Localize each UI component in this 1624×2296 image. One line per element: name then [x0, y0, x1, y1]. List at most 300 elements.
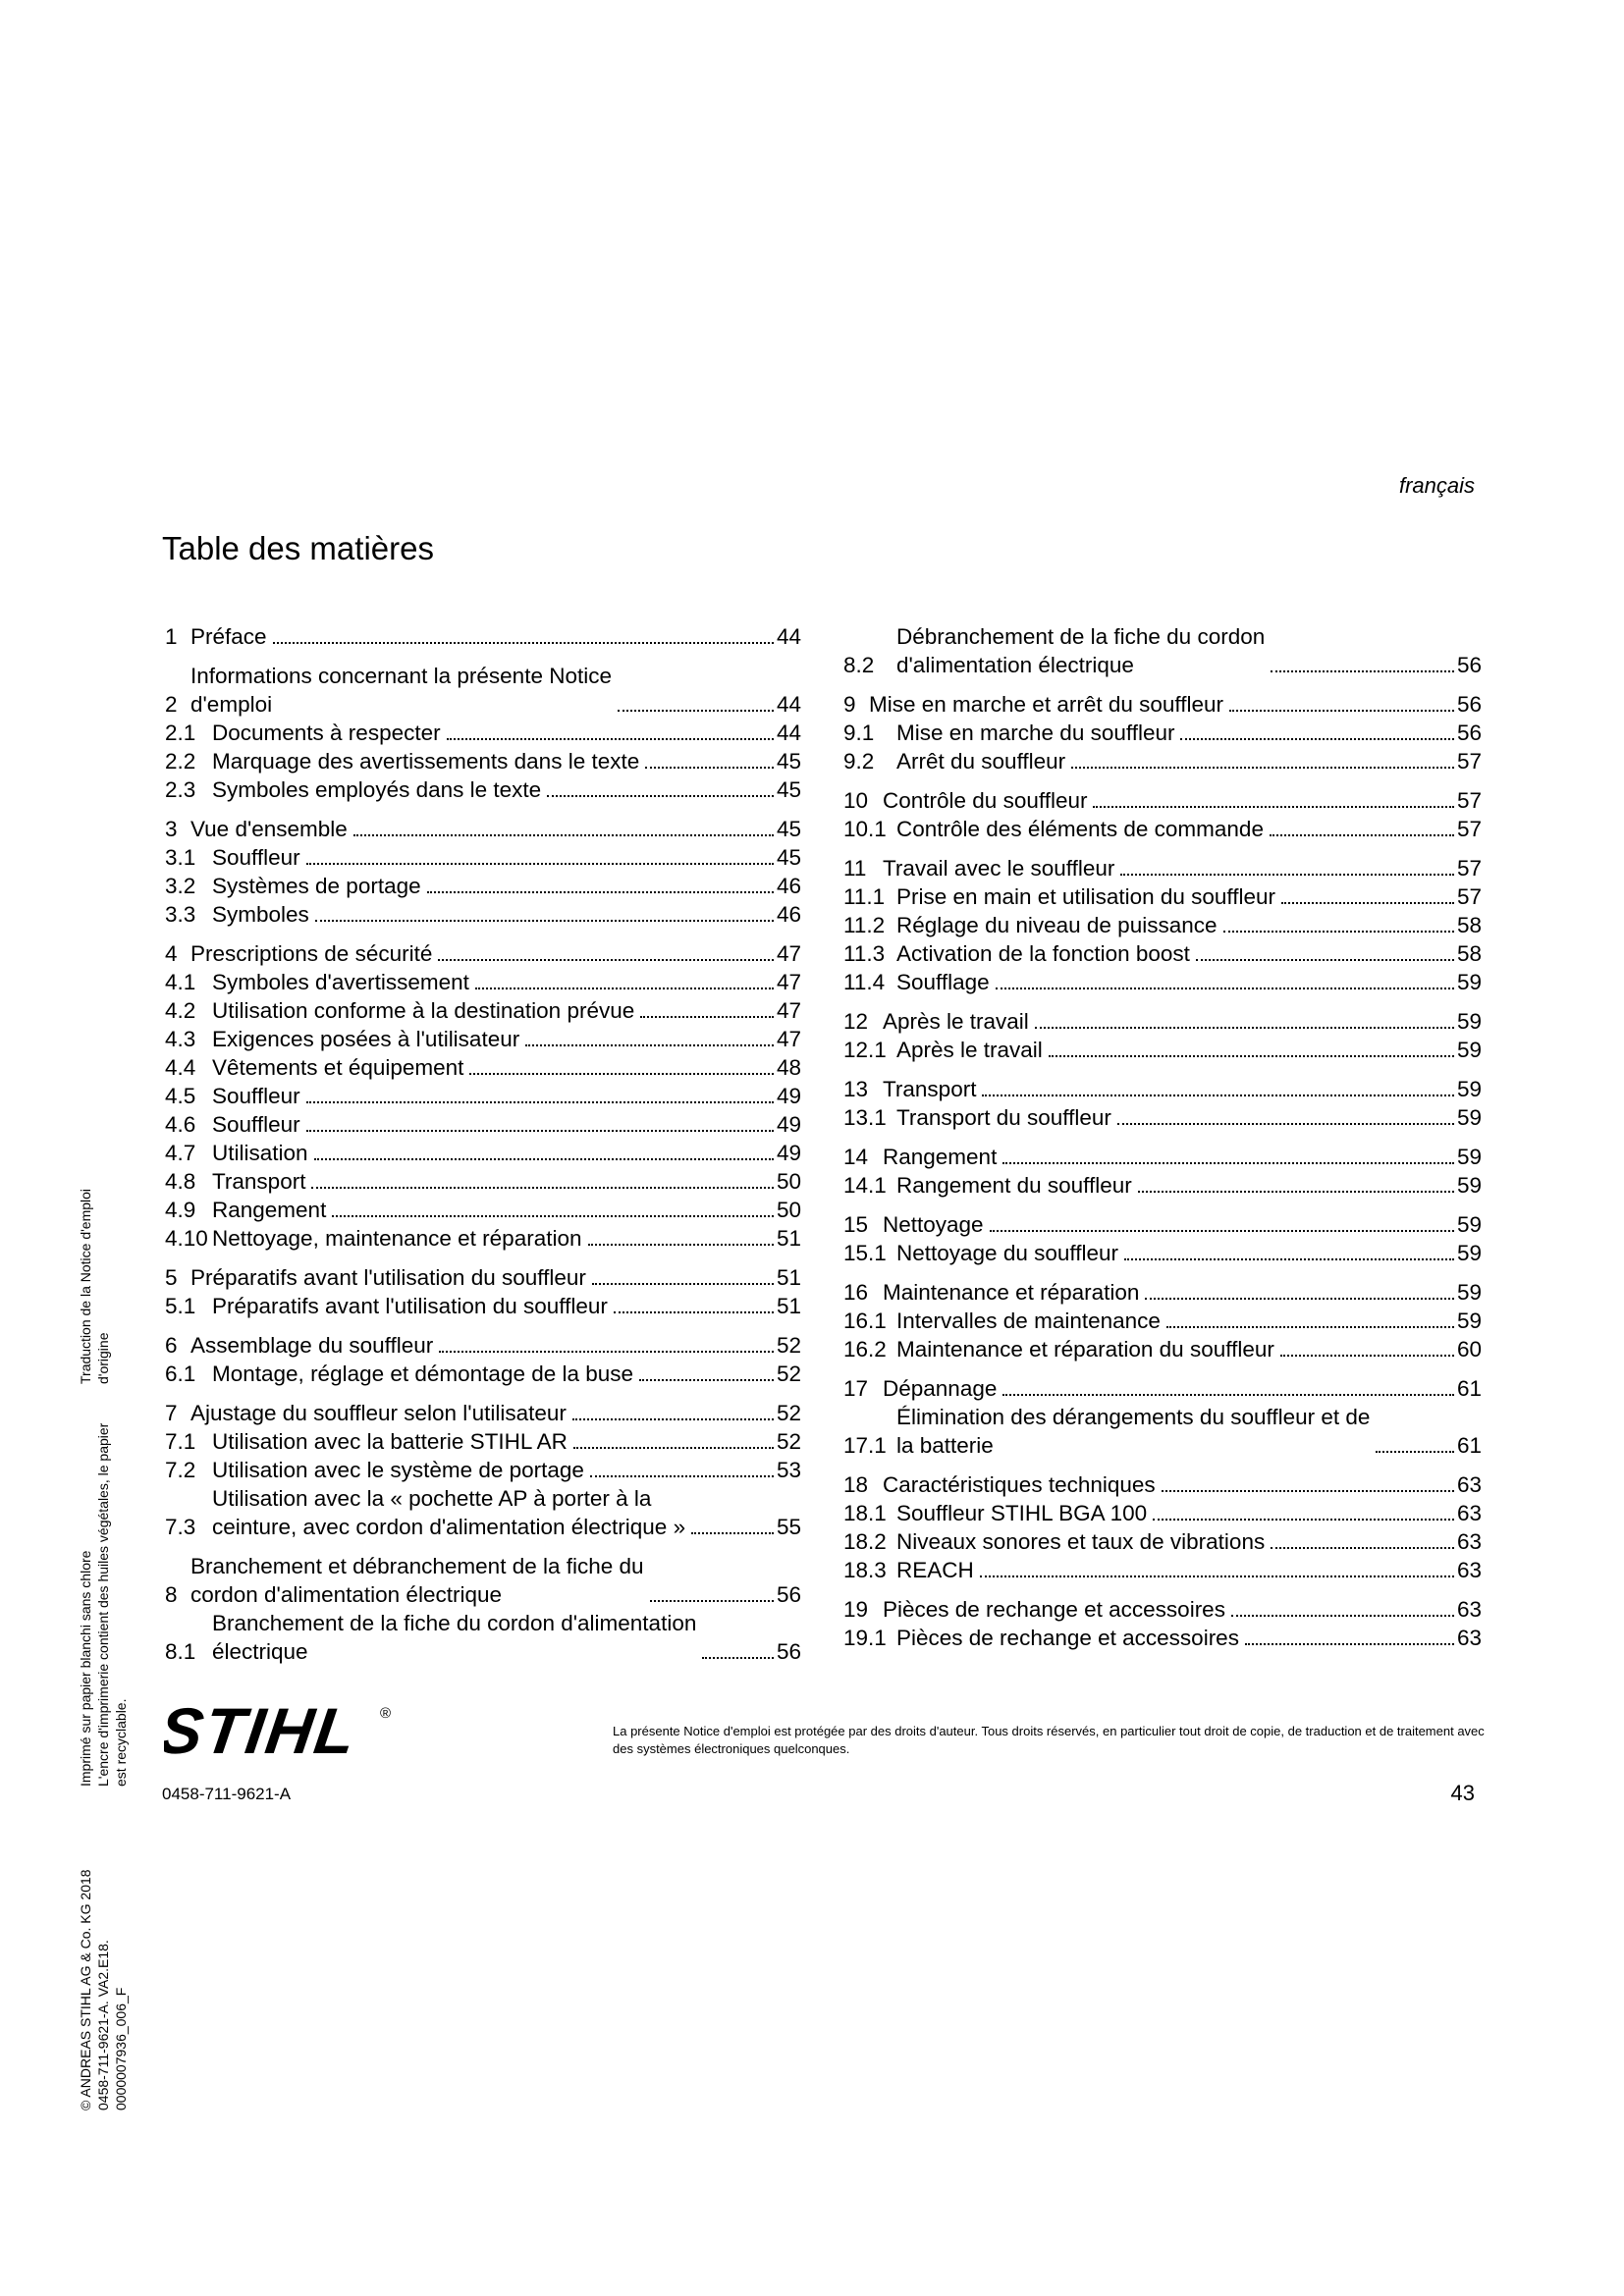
page-ref: 59 [1456, 1105, 1482, 1130]
toc-section-row [843, 911, 1482, 939]
page-ref: 47 [776, 998, 801, 1023]
page-ref: 63 [1456, 1626, 1482, 1650]
dot-leader [590, 1475, 774, 1477]
toc-chapter [165, 622, 801, 651]
toc-section-row [165, 1292, 801, 1320]
toc-section-row [165, 1224, 801, 1253]
chapter-number: 10 [843, 788, 869, 813]
toc-chapter [843, 1143, 1482, 1200]
stihl-logo [164, 1700, 400, 1766]
toc-section-row [165, 1484, 801, 1541]
dot-leader [1231, 1615, 1454, 1617]
section-title: Mise en marche du souffleur [896, 721, 1175, 745]
section-title: Souffleur [212, 1112, 300, 1137]
section-title: Nettoyage du souffleur [896, 1241, 1118, 1265]
dot-leader [982, 1095, 1454, 1096]
section-title: Utilisation conforme à la destination prévue [212, 998, 635, 1023]
chapter-number: 12 [843, 1009, 869, 1034]
section-title: Soufflage [896, 970, 990, 994]
toc-section-row [843, 622, 1482, 679]
toc-section-row [843, 1239, 1482, 1267]
toc-section-row [843, 719, 1482, 747]
toc-section-row [843, 939, 1482, 968]
page-ref: 44 [776, 692, 801, 717]
chapter-title: Ajustage du souffleur selon l'utilisateur [190, 1401, 567, 1425]
page-ref: 61 [1456, 1433, 1482, 1458]
toc-chapter-row [843, 690, 1482, 719]
page-ref: 56 [1456, 692, 1482, 717]
toc-section-row [165, 719, 801, 747]
section-number: 8.2 [843, 653, 875, 677]
section-title: Souffleur STIHL BGA 100 [896, 1501, 1148, 1525]
toc-section-row [843, 968, 1482, 996]
page-ref: 56 [776, 1639, 801, 1664]
section-title [212, 1609, 696, 1666]
section-title: Activation de la fonction boost [896, 941, 1190, 966]
page-ref: 56 [776, 1582, 801, 1607]
chapter-title: Préface [190, 624, 267, 649]
toc-chapter-row [843, 786, 1482, 815]
dot-leader [332, 1215, 774, 1217]
section-number: 16.1 [843, 1308, 887, 1333]
section-number: 14.1 [843, 1173, 887, 1198]
page-ref: 48 [776, 1055, 801, 1080]
section-number: 9.1 [843, 721, 875, 745]
dot-leader [1093, 806, 1454, 808]
section-number: 4.5 [165, 1084, 196, 1108]
svg-text:®: ® [380, 1705, 392, 1722]
toc-chapter [843, 1007, 1482, 1064]
page-ref: 59 [1456, 1009, 1482, 1034]
dot-leader [1280, 1355, 1454, 1357]
dot-leader [1153, 1519, 1454, 1521]
page-ref: 52 [776, 1362, 801, 1386]
toc-section-row [843, 1624, 1482, 1652]
chapter-number: 18 [843, 1472, 869, 1497]
dot-leader [469, 1073, 774, 1075]
page-ref: 45 [776, 749, 801, 774]
toc-section-row [165, 1167, 801, 1196]
dot-leader [618, 710, 774, 712]
section-title: Montage, réglage et démontage de la buse [212, 1362, 634, 1386]
toc-section-row [165, 1082, 801, 1110]
toc-section-row [165, 775, 801, 804]
dot-leader [427, 891, 774, 893]
toc-section-row [165, 1053, 801, 1082]
dot-leader [614, 1311, 774, 1313]
toc-section-row [165, 843, 801, 872]
section-title: Documents à respecter [212, 721, 441, 745]
toc-chapter [165, 1552, 801, 1666]
page-ref: 58 [1456, 941, 1482, 966]
page-ref: 58 [1456, 913, 1482, 937]
section-number: 4.7 [165, 1141, 196, 1165]
dot-leader [572, 1418, 774, 1420]
section-title: Utilisation avec le système de portage [212, 1458, 584, 1482]
dot-leader [547, 795, 774, 797]
chapter-number: 19 [843, 1597, 869, 1622]
section-title: Rangement du souffleur [896, 1173, 1132, 1198]
section-title: Exigences posées à l'utilisateur [212, 1027, 520, 1051]
section-number: 3.2 [165, 874, 196, 898]
chapter-title: Contrôle du souffleur [883, 788, 1088, 813]
title-line: Élimination des dérangements du souffleur et de [896, 1405, 1371, 1429]
toc-chapter-row [165, 622, 801, 651]
section-number: 4.3 [165, 1027, 196, 1051]
page-ref: 59 [1456, 1212, 1482, 1237]
toc-section-row [165, 1360, 801, 1388]
toc-chapter-row [843, 1210, 1482, 1239]
toc-section-row [165, 1609, 801, 1666]
dot-leader [1166, 1326, 1454, 1328]
page-ref: 52 [776, 1429, 801, 1454]
chapter-title: Nettoyage [883, 1212, 984, 1237]
toc-chapter-row [843, 1595, 1482, 1624]
dot-leader [306, 863, 774, 865]
section-number: 18.1 [843, 1501, 887, 1525]
chapter-title [190, 662, 612, 719]
toc-section-row [843, 1527, 1482, 1556]
chapter-title: Transport [883, 1077, 977, 1101]
page-ref: 50 [776, 1198, 801, 1222]
toc-section-row [843, 882, 1482, 911]
section-title: Niveaux sonores et taux de vibrations [896, 1529, 1266, 1554]
page-ref: 49 [776, 1084, 801, 1108]
chapter-title: Prescriptions de sécurité [190, 941, 433, 966]
page-ref: 59 [1456, 1145, 1482, 1169]
page-ref: 57 [1456, 788, 1482, 813]
chapter-title: Maintenance et réparation [883, 1280, 1140, 1305]
section-title: Intervalles de maintenance [896, 1308, 1161, 1333]
chapter-number: 8 [165, 1582, 178, 1607]
toc-section-row [165, 968, 801, 996]
chapter-title: Dépannage [883, 1376, 998, 1401]
section-title: Après le travail [896, 1038, 1043, 1062]
page-ref: 46 [776, 902, 801, 927]
toc-chapter-row [165, 1399, 801, 1427]
dot-leader [1145, 1298, 1454, 1300]
page-ref: 47 [776, 970, 801, 994]
dot-leader [1376, 1451, 1454, 1453]
page-ref: 59 [1456, 1280, 1482, 1305]
imprint-paper-note: Imprimé sur papier blanchi sans chlore L'encre d'imprimerie contient des huiles végétales, le papier est recyclable. [78, 1422, 129, 1787]
page-ref: 59 [1456, 1077, 1482, 1101]
toc-left-column [165, 622, 801, 1677]
page-ref: 47 [776, 941, 801, 966]
dot-leader [306, 1101, 774, 1103]
section-number: 2.1 [165, 721, 196, 745]
title-line: Branchement et débranchement de la fiche du [190, 1554, 644, 1578]
section-title: Symboles employés dans le texte [212, 777, 542, 802]
dot-leader [650, 1600, 774, 1602]
toc-section-row [843, 1335, 1482, 1363]
dot-leader [1049, 1055, 1454, 1057]
page-ref: 60 [1456, 1337, 1482, 1362]
dot-leader [1071, 767, 1454, 769]
dot-leader [315, 920, 774, 922]
section-number: 4.2 [165, 998, 196, 1023]
section-title: Maintenance et réparation du souffleur [896, 1337, 1274, 1362]
section-title: Symboles d'avertissement [212, 970, 469, 994]
page-title: Table des matières [162, 530, 434, 566]
chapter-title: Vue d'ensemble [190, 817, 348, 841]
page-ref: 63 [1456, 1472, 1482, 1497]
dot-leader [1180, 738, 1453, 740]
dot-leader [980, 1575, 1454, 1577]
section-title: Marquage des avertissements dans le texte [212, 749, 640, 774]
page-ref: 47 [776, 1027, 801, 1051]
toc-chapter [165, 1399, 801, 1541]
page-ref: 63 [1456, 1597, 1482, 1622]
toc-chapter [843, 854, 1482, 996]
page-ref: 59 [1456, 1038, 1482, 1062]
section-number: 18.2 [843, 1529, 887, 1554]
page-ref: 52 [776, 1333, 801, 1358]
chapter-number: 17 [843, 1376, 869, 1401]
section-number: 4.4 [165, 1055, 196, 1080]
toc-chapter [843, 1374, 1482, 1460]
chapter-title: Préparatifs avant l'utilisation du souffleur [190, 1265, 586, 1290]
svg-text:STIHL: STIHL [164, 1700, 362, 1761]
chapter-number: 9 [843, 692, 856, 717]
chapter-number: 15 [843, 1212, 869, 1237]
toc-chapter-row [165, 815, 801, 843]
page-ref: 45 [776, 817, 801, 841]
toc-section-row [165, 1427, 801, 1456]
section-number: 10.1 [843, 817, 887, 841]
dot-leader [1245, 1643, 1454, 1645]
page-ref: 57 [1456, 856, 1482, 881]
page-ref: 50 [776, 1169, 801, 1194]
page-number: 43 [1450, 1781, 1475, 1805]
toc-section-row [165, 1196, 801, 1224]
section-title [896, 622, 1265, 679]
section-number: 13.1 [843, 1105, 887, 1130]
section-title: Souffleur [212, 1084, 300, 1108]
section-title: REACH [896, 1558, 974, 1582]
toc-chapter-row [165, 1552, 801, 1609]
toc-section-row [165, 1139, 801, 1167]
toc-section-row [165, 747, 801, 775]
imprint-copyright: © ANDREAS STIHL AG & Co. KG 2018 0458-711-9621-A. VA2.E18. 0000007936_006_F [78, 1869, 129, 2110]
dot-leader [1117, 1123, 1454, 1125]
chapter-title: Assemblage du souffleur [190, 1333, 434, 1358]
page-ref: 59 [1456, 1308, 1482, 1333]
chapter-title: Caractéristiques techniques [883, 1472, 1156, 1497]
section-title [896, 1403, 1370, 1460]
title-line: cordon d'alimentation électrique [190, 1582, 502, 1607]
chapter-number: 3 [165, 817, 178, 841]
section-title: Arrêt du souffleur [896, 749, 1066, 774]
toc-chapter [165, 1331, 801, 1388]
toc-chapter-row [843, 1374, 1482, 1403]
page-ref: 45 [776, 845, 801, 870]
section-title: Préparatifs avant l'utilisation du souffleur [212, 1294, 608, 1318]
section-title: Utilisation [212, 1141, 308, 1165]
dot-leader [475, 988, 774, 989]
page-ref: 63 [1456, 1558, 1482, 1582]
toc-section-row [843, 1556, 1482, 1584]
toc-section-row [843, 1103, 1482, 1132]
chapter-title: Pièces de rechange et accessoires [883, 1597, 1225, 1622]
dot-leader [573, 1447, 774, 1449]
section-number: 4.10 [165, 1226, 208, 1251]
chapter-number: 13 [843, 1077, 869, 1101]
toc-chapter-row [165, 939, 801, 968]
section-number: 4.8 [165, 1169, 196, 1194]
section-title: Prise en main et utilisation du souffleur [896, 884, 1276, 909]
chapter-number: 6 [165, 1333, 178, 1358]
section-title: Vêtements et équipement [212, 1055, 464, 1080]
toc-chapter [165, 662, 801, 804]
dot-leader [306, 1130, 774, 1132]
page-ref: 59 [1456, 970, 1482, 994]
dot-leader [702, 1657, 774, 1659]
section-number: 16.2 [843, 1337, 887, 1362]
section-number: 12.1 [843, 1038, 887, 1062]
dot-leader [311, 1187, 774, 1189]
dot-leader [592, 1283, 774, 1285]
section-number: 8.1 [165, 1639, 196, 1664]
chapter-number: 16 [843, 1280, 869, 1305]
dot-leader [1229, 710, 1454, 712]
title-line: Informations concernant la présente Notice [190, 664, 612, 688]
section-title [212, 1484, 685, 1541]
chapter-title: Après le travail [883, 1009, 1029, 1034]
dot-leader [645, 767, 774, 769]
dot-leader [273, 642, 774, 644]
dot-leader [1120, 874, 1454, 876]
toc-section-row [843, 1307, 1482, 1335]
section-title: Pièces de rechange et accessoires [896, 1626, 1239, 1650]
title-line: Branchement de la fiche du cordon d'alimentation [212, 1611, 697, 1635]
toc-section-row [165, 1456, 801, 1484]
imprint-translation-note: Traduction de la Notice d'emploi d'origine [78, 1188, 111, 1384]
toc-chapter [843, 1470, 1482, 1584]
language-label: français [1398, 473, 1475, 498]
page-ref: 44 [776, 624, 801, 649]
page-ref: 45 [776, 777, 801, 802]
chapter-number: 7 [165, 1401, 178, 1425]
page-ref: 61 [1456, 1376, 1482, 1401]
copyright-notice: La présente Notice d'emploi est protégée par des droits d'auteur. Tous droits réservés, en particulier tout droit de copie, de traduction et de traitement avec des systèmes électroniques quelconques. [613, 1724, 1485, 1756]
section-number: 3.3 [165, 902, 196, 927]
section-title: Utilisation avec la batterie STIHL AR [212, 1429, 568, 1454]
title-line: électrique [212, 1639, 308, 1664]
section-number: 11.2 [843, 913, 886, 937]
section-title: Contrôle des éléments de commande [896, 817, 1264, 841]
section-number: 17.1 [843, 1433, 887, 1458]
dot-leader [1138, 1191, 1454, 1193]
dot-leader [1270, 834, 1454, 836]
toc-chapter-row [843, 854, 1482, 882]
toc-chapter [843, 1075, 1482, 1132]
dot-leader [525, 1044, 774, 1046]
page-ref: 57 [1456, 817, 1482, 841]
toc-section-row [843, 1499, 1482, 1527]
toc-chapter [165, 939, 801, 1253]
section-number: 5.1 [165, 1294, 196, 1318]
page-ref: 52 [776, 1401, 801, 1425]
title-line: Utilisation avec la « pochette AP à porter à la [212, 1486, 652, 1511]
dot-leader [640, 1016, 774, 1018]
toc-section-row [843, 747, 1482, 775]
page-ref: 56 [1456, 721, 1482, 745]
dot-leader [1271, 670, 1454, 672]
dot-leader [1035, 1027, 1454, 1029]
dot-leader [438, 959, 774, 961]
chapter-number: 1 [165, 624, 178, 649]
chapter-title: Travail avec le souffleur [883, 856, 1115, 881]
toc-chapter [843, 622, 1482, 679]
toc-section-row [165, 872, 801, 900]
chapter-title: Mise en marche et arrêt du souffleur [869, 692, 1224, 717]
toc-chapter [843, 690, 1482, 775]
page-ref: 46 [776, 874, 801, 898]
title-line: la batterie [896, 1433, 994, 1458]
toc-section-row [165, 996, 801, 1025]
page-ref: 59 [1456, 1241, 1482, 1265]
section-title: Souffleur [212, 845, 300, 870]
toc-chapter-row [165, 662, 801, 719]
section-title: Symboles [212, 902, 309, 927]
dot-leader [996, 988, 1454, 989]
toc-chapter-row [843, 1007, 1482, 1036]
toc-chapter-row [843, 1470, 1482, 1499]
toc-section-row [843, 1036, 1482, 1064]
toc-section-row [165, 900, 801, 929]
section-number: 4.6 [165, 1112, 196, 1137]
page-ref: 49 [776, 1112, 801, 1137]
toc-section-row [843, 1171, 1482, 1200]
section-title: Transport [212, 1169, 306, 1194]
toc-chapter [165, 815, 801, 929]
toc-section-row [843, 815, 1482, 843]
dot-leader [1124, 1258, 1454, 1260]
chapter-title: Rangement [883, 1145, 998, 1169]
chapter-number: 2 [165, 692, 178, 717]
toc-chapter [843, 786, 1482, 843]
section-number: 3.1 [165, 845, 196, 870]
section-title: Systèmes de portage [212, 874, 421, 898]
section-number: 18.3 [843, 1558, 887, 1582]
section-number: 2.3 [165, 777, 196, 802]
page-ref: 57 [1456, 884, 1482, 909]
dot-leader [1271, 1547, 1454, 1549]
page-ref: 56 [1456, 653, 1482, 677]
toc-chapter [843, 1595, 1482, 1652]
toc-chapter [843, 1278, 1482, 1363]
section-title: Rangement [212, 1198, 327, 1222]
section-number: 19.1 [843, 1626, 887, 1650]
dot-leader [1002, 1162, 1454, 1164]
toc-section-row [165, 1110, 801, 1139]
chapter-number: 5 [165, 1265, 178, 1290]
page-ref: 59 [1456, 1173, 1482, 1198]
section-number: 7.3 [165, 1515, 196, 1539]
dot-leader [314, 1158, 774, 1160]
section-title: Nettoyage, maintenance et réparation [212, 1226, 582, 1251]
page-ref: 51 [776, 1294, 801, 1318]
page-ref: 63 [1456, 1529, 1482, 1554]
dot-leader [353, 834, 774, 836]
dot-leader [447, 738, 774, 740]
section-number: 11.3 [843, 941, 886, 966]
title-line: ceinture, avec cordon d'alimentation électrique » [212, 1515, 686, 1539]
dot-leader [691, 1532, 774, 1534]
toc-chapter-row [843, 1278, 1482, 1307]
toc-chapter-row [843, 1075, 1482, 1103]
